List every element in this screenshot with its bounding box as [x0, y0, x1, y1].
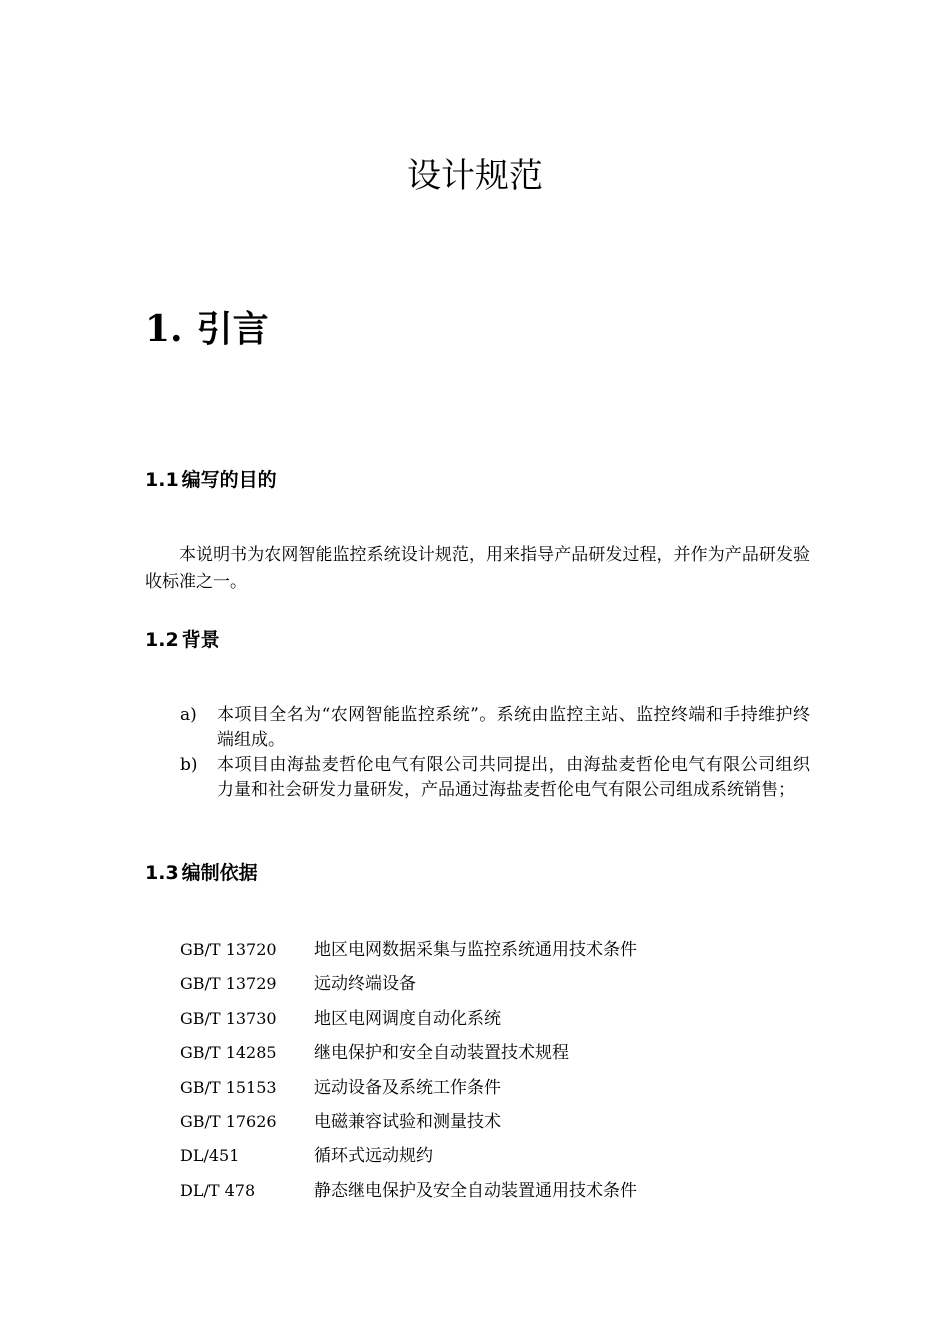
section-1-3-number: 1.3 [145, 862, 179, 884]
list-item [180, 703, 810, 753]
reference-name: 远动设备及系统工作条件 [314, 1077, 501, 1098]
list-item [180, 753, 810, 803]
list-item-text: 本项目全名为“农网智能监控系统”。系统由监控主站、监控终端和手持维护终端组成。 [217, 705, 810, 750]
reference-code: DL/451 [180, 1146, 240, 1166]
section-1-1-title: 编写的目的 [181, 469, 277, 491]
reference-item [180, 1105, 637, 1139]
background-list [180, 703, 810, 803]
reference-name: 继电保护和安全自动装置技术规程 [314, 1043, 569, 1064]
reference-name: 地区电网调度自动化系统 [314, 1008, 501, 1029]
section-1-3-title: 编制依据 [181, 862, 258, 884]
section-1-2-heading [145, 626, 220, 654]
reference-item [180, 1002, 637, 1036]
reference-item [180, 1036, 637, 1070]
section-1-number: 1. [145, 308, 183, 350]
document-title: 设计规范 [407, 156, 543, 196]
reference-item [180, 1071, 637, 1105]
purpose-paragraph: 本说明书为农网智能监控系统设计规范，用来指导产品研发过程，并作为产品研发验收标准之一。 [145, 545, 810, 592]
reference-name: 电磁兼容试验和测量技术 [314, 1111, 501, 1132]
section-1-2-title: 背景 [181, 629, 220, 651]
reference-code: GB/T 14285 [180, 1043, 277, 1063]
reference-name: 地区电网数据采集与监控系统通用技术条件 [314, 940, 637, 960]
reference-item [180, 933, 637, 967]
reference-name: 循环式远动规约 [314, 1146, 433, 1167]
reference-code: GB/T 15153 [180, 1077, 277, 1097]
list-item-text: 本项目由海盐麦哲伦电气有限公司共同提出，由海盐麦哲伦电气有限公司组织力量和社会研发力量研发，产品通过海盐麦哲伦电气有限公司组成系统销售； [217, 755, 810, 800]
reference-name: 远动终端设备 [314, 974, 416, 995]
reference-code: GB/T 13720 [180, 940, 277, 959]
reference-list [180, 933, 637, 1208]
section-1-heading [145, 305, 269, 353]
reference-code: GB/T 13730 [180, 1008, 277, 1028]
reference-code: GB/T 17626 [180, 1111, 277, 1131]
section-1-2-number: 1.2 [145, 629, 179, 651]
reference-code: DL/T 478 [180, 1180, 256, 1200]
reference-item [180, 1174, 637, 1208]
section-1-1-heading [145, 466, 277, 494]
reference-item [180, 1139, 637, 1173]
reference-name: 静态继电保护及安全自动装置通用技术条件 [314, 1180, 637, 1201]
list-marker: b) [180, 755, 198, 775]
list-marker: a) [180, 705, 197, 725]
reference-item [180, 967, 637, 1001]
section-1-3-heading [145, 859, 258, 887]
reference-code: GB/T 13729 [180, 974, 277, 994]
section-1-title: 引言 [196, 308, 269, 350]
section-1-1-number: 1.1 [145, 469, 179, 491]
